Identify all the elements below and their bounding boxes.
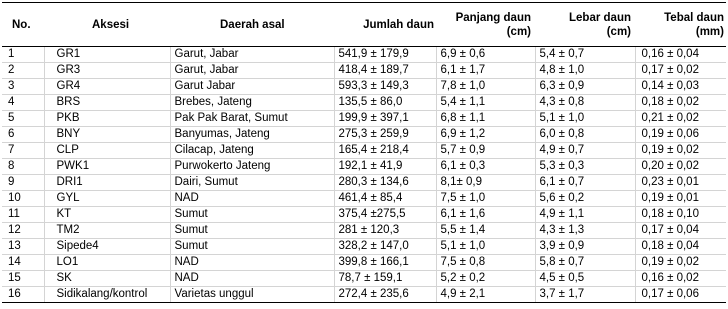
cell-tebal-daun: 0,21 ± 0,02 [635, 111, 726, 127]
cell-jumlah-daun: 280,3 ± 134,6 [334, 175, 436, 191]
cell-panjang-daun: 6,1 ± 1,7 [436, 63, 535, 79]
cell-lebar-daun: 5,4 ± 0,7 [535, 47, 635, 63]
cell-lebar-daun: 6,3 ± 0,9 [535, 79, 635, 95]
table-row [2, 79, 726, 95]
cell-aksesi: GYL [44, 191, 170, 207]
table-row [2, 95, 726, 111]
cell-tebal-daun: 0,19 ± 0,02 [635, 143, 726, 159]
cell-jumlah-daun: 328,2 ± 147,0 [334, 239, 436, 255]
cell-lebar-daun: 4,9 ± 1,1 [535, 207, 635, 223]
table-row [2, 223, 726, 239]
cell-daerah-asal: Pak Pak Barat, Sumut [170, 111, 334, 127]
cell-aksesi: BNY [44, 127, 170, 143]
cell-tebal-daun: 0,19 ± 0,02 [635, 255, 726, 271]
cell-panjang-daun: 6,9 ± 0,6 [436, 47, 535, 63]
cell-no: 8 [2, 159, 44, 175]
cell-no: 16 [2, 287, 44, 303]
cell-daerah-asal: Garut Jabar [170, 79, 334, 95]
table-body [2, 47, 726, 303]
cell-daerah-asal: NAD [170, 255, 334, 271]
cell-no: 7 [2, 143, 44, 159]
cell-panjang-daun: 6,9 ± 1,2 [436, 127, 535, 143]
cell-lebar-daun: 5,1 ± 1,0 [535, 111, 635, 127]
cell-tebal-daun: 0,18 ± 0,04 [635, 239, 726, 255]
cell-aksesi: PWK1 [44, 159, 170, 175]
cell-lebar-daun: 4,9 ± 0,7 [535, 143, 635, 159]
cell-tebal-daun: 0,16 ± 0,04 [635, 47, 726, 63]
cell-lebar-daun: 3,7 ± 1,7 [535, 287, 635, 303]
cell-aksesi: BRS [44, 95, 170, 111]
cell-aksesi: GR4 [44, 79, 170, 95]
cell-panjang-daun: 5,2 ± 0,2 [436, 271, 535, 287]
cell-jumlah-daun: 541,9 ± 179,9 [334, 47, 436, 63]
cell-daerah-asal: Sumut [170, 207, 334, 223]
cell-daerah-asal: Cilacap, Jateng [170, 143, 334, 159]
cell-jumlah-daun: 461,4 ± 85,4 [334, 191, 436, 207]
cell-tebal-daun: 0,14 ± 0,03 [635, 79, 726, 95]
leaf-data-table [2, 2, 726, 303]
cell-daerah-asal: Varietas unggul [170, 287, 334, 303]
cell-daerah-asal: Brebes, Jateng [170, 95, 334, 111]
cell-panjang-daun: 7,5 ± 1,0 [436, 191, 535, 207]
cell-no: 13 [2, 239, 44, 255]
table-row [2, 111, 726, 127]
cell-daerah-asal: Purwokerto Jateng [170, 159, 334, 175]
cell-tebal-daun: 0,20 ± 0,02 [635, 159, 726, 175]
cell-panjang-daun: 5,1 ± 1,0 [436, 239, 535, 255]
cell-jumlah-daun: 399,8 ± 166,1 [334, 255, 436, 271]
cell-daerah-asal: Garut, Jabar [170, 47, 334, 63]
cell-jumlah-daun: 199,9 ± 397,1 [334, 111, 436, 127]
header-panjang-label: Panjang daun [455, 11, 531, 24]
cell-aksesi: LO1 [44, 255, 170, 271]
cell-lebar-daun: 4,3 ± 0,8 [535, 95, 635, 111]
cell-panjang-daun: 6,8 ± 1,1 [436, 111, 535, 127]
table-row [2, 63, 726, 79]
cell-aksesi: CLP [44, 143, 170, 159]
cell-jumlah-daun: 418,4 ± 189,7 [334, 63, 436, 79]
cell-tebal-daun: 0,17 ± 0,06 [635, 287, 726, 303]
cell-daerah-asal: Banyumas, Jateng [170, 127, 334, 143]
cell-no: 11 [2, 207, 44, 223]
header-panjang-unit: (cm) [506, 25, 531, 38]
cell-aksesi: Sidikalang/kontrol [44, 287, 170, 303]
cell-lebar-daun: 6,1 ± 0,7 [535, 175, 635, 191]
cell-jumlah-daun: 165,4 ± 218,4 [334, 143, 436, 159]
header-daerah-asal: Daerah asal [170, 3, 334, 47]
cell-panjang-daun: 5,5 ± 1,4 [436, 223, 535, 239]
cell-panjang-daun: 6,1 ± 0,3 [436, 159, 535, 175]
header-tebal-label: Tebal daun [664, 11, 724, 24]
cell-tebal-daun: 0,18 ± 0,10 [635, 207, 726, 223]
table-row [2, 255, 726, 271]
cell-tebal-daun: 0,19 ± 0,06 [635, 127, 726, 143]
cell-jumlah-daun: 281 ± 120,3 [334, 223, 436, 239]
table-row [2, 239, 726, 255]
header-lebar-unit: (cm) [606, 25, 631, 38]
cell-panjang-daun: 6,1 ± 1,6 [436, 207, 535, 223]
cell-panjang-daun: 7,5 ± 0,8 [436, 255, 535, 271]
cell-jumlah-daun: 192,1 ± 41,9 [334, 159, 436, 175]
table-row [2, 207, 726, 223]
table-row [2, 191, 726, 207]
cell-jumlah-daun: 593,3 ± 149,3 [334, 79, 436, 95]
cell-no: 3 [2, 79, 44, 95]
cell-no: 1 [2, 47, 44, 63]
cell-no: 14 [2, 255, 44, 271]
table-row [2, 127, 726, 143]
cell-lebar-daun: 4,5 ± 0,5 [535, 271, 635, 287]
cell-panjang-daun: 5,7 ± 0,9 [436, 143, 535, 159]
cell-aksesi: TM2 [44, 223, 170, 239]
cell-daerah-asal: NAD [170, 271, 334, 287]
header-row [2, 3, 726, 47]
header-jumlah-daun: Jumlah daun [334, 3, 436, 47]
cell-lebar-daun: 5,3 ± 0,3 [535, 159, 635, 175]
cell-tebal-daun: 0,17 ± 0,04 [635, 223, 726, 239]
header-tebal-daun [635, 3, 726, 47]
cell-aksesi: KT [44, 207, 170, 223]
header-lebar-label: Lebar daun [569, 11, 631, 24]
cell-panjang-daun: 8,1± 0,9 [436, 175, 535, 191]
cell-aksesi: GR1 [44, 47, 170, 63]
cell-no: 4 [2, 95, 44, 111]
cell-daerah-asal: Sumut [170, 239, 334, 255]
cell-jumlah-daun: 78,7 ± 159,1 [334, 271, 436, 287]
header-no: No. [2, 3, 44, 47]
cell-lebar-daun: 4,8 ± 1,0 [535, 63, 635, 79]
cell-daerah-asal: Garut, Jabar [170, 63, 334, 79]
cell-aksesi: GR3 [44, 63, 170, 79]
cell-lebar-daun: 3,9 ± 0,9 [535, 239, 635, 255]
cell-lebar-daun: 5,6 ± 0,2 [535, 191, 635, 207]
cell-jumlah-daun: 135,5 ± 86,0 [334, 95, 436, 111]
cell-tebal-daun: 0,19 ± 0,01 [635, 191, 726, 207]
cell-lebar-daun: 4,3 ± 1,3 [535, 223, 635, 239]
cell-lebar-daun: 5,8 ± 0,7 [535, 255, 635, 271]
cell-aksesi: DRI1 [44, 175, 170, 191]
cell-lebar-daun: 6,0 ± 0,8 [535, 127, 635, 143]
cell-jumlah-daun: 375,4 ±275,5 [334, 207, 436, 223]
cell-no: 2 [2, 63, 44, 79]
cell-jumlah-daun: 275,3 ± 259,9 [334, 127, 436, 143]
cell-no: 12 [2, 223, 44, 239]
header-panjang-daun [436, 3, 535, 47]
table-row [2, 287, 726, 303]
cell-no: 10 [2, 191, 44, 207]
cell-tebal-daun: 0,18 ± 0,02 [635, 95, 726, 111]
cell-panjang-daun: 5,4 ± 1,1 [436, 95, 535, 111]
cell-panjang-daun: 7,8 ± 1,0 [436, 79, 535, 95]
table-row [2, 47, 726, 63]
cell-tebal-daun: 0,17 ± 0,02 [635, 63, 726, 79]
table-row [2, 143, 726, 159]
cell-aksesi: PKB [44, 111, 170, 127]
header-tebal-unit: (mm) [695, 25, 724, 38]
cell-no: 9 [2, 175, 44, 191]
table-header [2, 3, 726, 47]
table-row [2, 175, 726, 191]
cell-no: 5 [2, 111, 44, 127]
cell-tebal-daun: 0,16 ± 0,02 [635, 271, 726, 287]
cell-daerah-asal: NAD [170, 191, 334, 207]
cell-jumlah-daun: 272,4 ± 235,6 [334, 287, 436, 303]
header-aksesi: Aksesi [44, 3, 170, 47]
cell-daerah-asal: Dairi, Sumut [170, 175, 334, 191]
cell-no: 15 [2, 271, 44, 287]
cell-tebal-daun: 0,23 ± 0,01 [635, 175, 726, 191]
cell-daerah-asal: Sumut [170, 223, 334, 239]
cell-aksesi: SK [44, 271, 170, 287]
table-row [2, 159, 726, 175]
table-row [2, 271, 726, 287]
cell-no: 6 [2, 127, 44, 143]
header-lebar-daun [535, 3, 635, 47]
cell-aksesi: Sipede4 [44, 239, 170, 255]
cell-panjang-daun: 4,9 ± 2,1 [436, 287, 535, 303]
